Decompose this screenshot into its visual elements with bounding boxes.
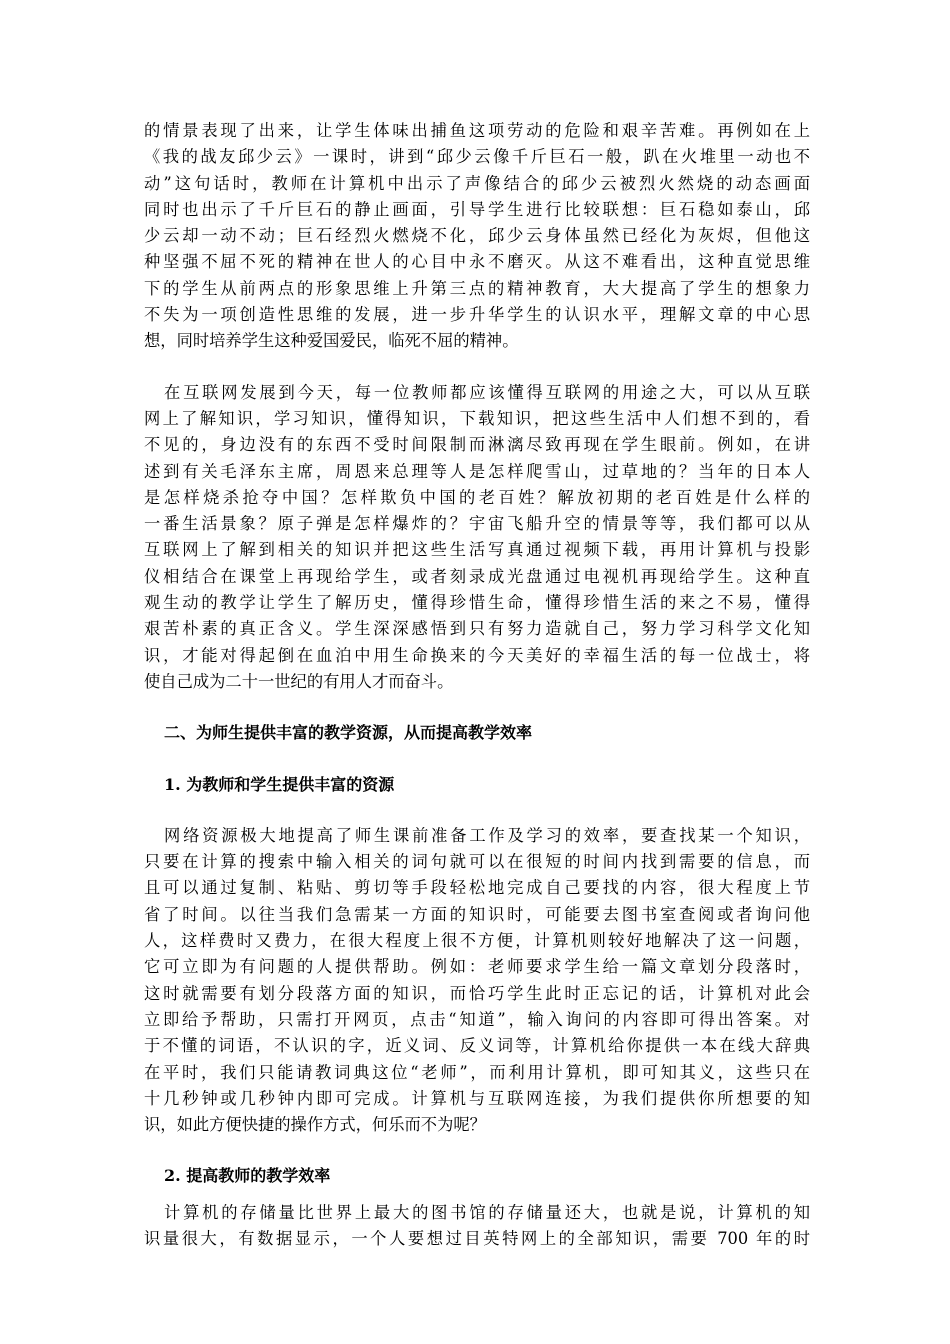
text-line: 下的学生从前两点的形象思维上升第三点的精神教育，大大提高了学生的想象力 (144, 278, 810, 298)
text-line: 网上了解知识，学习知识，懂得知识，下载知识，把这些生活中人们想不到的，看 (144, 408, 810, 428)
text-line: 在平时，我们只能请教词典这位“老师”，而利用计算机，即可知其义，这些只在 (144, 1062, 810, 1082)
text-line: 艰苦朴素的真正含义。学生深深感悟到只有努力造就自己，努力学习科学文化知 (144, 619, 810, 639)
text-line: 同时也出示了千斤巨石的静止画面，引导学生进行比较联想：巨石稳如泰山，邱 (144, 199, 810, 219)
text-line: 的情景表现了出来，让学生体味出捕鱼这项劳动的危险和艰辛苦难。再例如在上 (144, 121, 810, 140)
text-line: 人，这样费时又费力，在很大程度上很不方便，计算机则较好地解决了这一问题， (144, 931, 810, 951)
text-line: 不失为一项创造性思维的发展，进一步升华学生的认识水平，理解文章的中心思 (144, 305, 810, 325)
section-heading: 二、为师生提供丰富的教学资源，从而提高教学效率 (164, 723, 533, 743)
paragraph-4 (144, 1200, 810, 1253)
text-line: 动”这句话时，教师在计算机中出示了声像结合的邱少云被烈火然烧的动态画面 (144, 173, 810, 193)
paragraph-gap (144, 747, 810, 772)
text-line: 识量很大，有数据显示，一个人要想过目英特网上的全部知识，需要 700 年的时 (144, 1228, 810, 1248)
subsection-heading-2: 2. 提高教师的教学效率 (164, 1166, 331, 1186)
text-line: 使自己成为二十一世纪的有用人才而奋斗。 (144, 671, 454, 691)
text-line: 观生动的教学让学生了解历史，懂得珍惜生命，懂得珍惜生活的来之不易，懂得 (144, 593, 810, 613)
text-line: 少云却一动不动；巨石经烈火燃烧不化，邱少云身体虽然已经化为灰烬，但他这 (144, 226, 810, 246)
text-line: 在互联网发展到今天，每一位教师都应该懂得互联网的用途之大，可以从互联 (164, 382, 810, 402)
text-line: 十几秒钟或几秒钟内即可完成。计算机与互联网连接，为我们提供你所想要的知 (144, 1088, 810, 1108)
text-line: 这时就需要有划分段落方面的知识，而恰巧学生此时正忘记的话，计算机对此会 (144, 983, 810, 1003)
text-line: 且可以通过复制、粘贴、剪切等手段轻松地完成自己要找的内容，很大程度上节 (144, 878, 810, 898)
paragraph-2 (144, 380, 810, 696)
text-line: 是怎样烧杀抢夺中国？怎样欺负中国的老百姓？解放初期的老百姓是什么样的 (144, 487, 810, 507)
text-line: 述到有关毛泽东主席，周恩来总理等人是怎样爬雪山，过草地的？当年的日本人 (144, 461, 810, 481)
text-line: 计算机的存储量比世界上最大的图书馆的存储量还大，也就是说，计算机的知 (164, 1202, 810, 1222)
paragraph-1 (144, 118, 810, 355)
paragraph-gap (144, 695, 810, 720)
text-line: 识，才能对得起倒在血泊中用生命换来的今天美好的幸福生活的每一位战士，将 (144, 645, 810, 665)
text-line: 不见的，身边没有的东西不受时间限制而淋漓尽致再现在学生眼前。例如，在讲 (144, 435, 810, 455)
paragraph-gap (144, 355, 810, 380)
text-line: 它可立即为有问题的人提供帮助。例如：老师要求学生给一篇文章划分段落时， (144, 957, 810, 977)
paragraph-gap (144, 1138, 810, 1163)
text-line: 省了时间。以往当我们急需某一方面的知识时，可能要去图书室查阅或者询问他 (144, 904, 810, 924)
text-line: 一番生活景象？原子弹是怎样爆炸的？宇宙飞船升空的情景等等，我们都可以从 (144, 514, 810, 534)
text-line: 种坚强不屈不死的精神在世人的心目中永不磨灭。从这不难看出，这种直觉思维 (144, 252, 810, 272)
text-line: 于不懂的词语，不认识的字，近义词、反义词等，计算机给你提供一本在线大辞典 (144, 1036, 810, 1056)
text-line: 网络资源极大地提高了师生课前准备工作及学习的效率，要查找某一个知识， (164, 825, 810, 845)
document-page (144, 118, 810, 1252)
paragraph-gap (144, 1190, 810, 1200)
paragraph-3 (144, 823, 810, 1139)
text-line: 立即给予帮助，只需打开网页，点击“知道”，输入询问的内容即可得出答案。对 (144, 1009, 810, 1029)
subsection-heading-1: 1. 为教师和学生提供丰富的资源 (164, 774, 395, 794)
text-line: 仪相结合在课堂上再现给学生，或者刻录成光盘通过电视机再现给学生。这种直 (144, 566, 810, 586)
text-line: 只要在计算的搜索中输入相关的词句就可以在很短的时间内找到需要的信息，而 (144, 852, 810, 872)
text-line: 想，同时培养学生这种爱国爱民，临死不屈的精神。 (144, 331, 519, 351)
text-line: 互联网上了解到相关的知识并把这些生活写真通过视频下载，再用计算机与投影 (144, 540, 810, 560)
paragraph-gap (144, 798, 810, 823)
text-line: 《我的战友邱少云》一课时，讲到“邱少云像千斤巨石一般，趴在火堆里一动也不 (144, 147, 810, 167)
text-line: 识，如此方便快捷的操作方式，何乐而不为呢？ (144, 1115, 486, 1135)
